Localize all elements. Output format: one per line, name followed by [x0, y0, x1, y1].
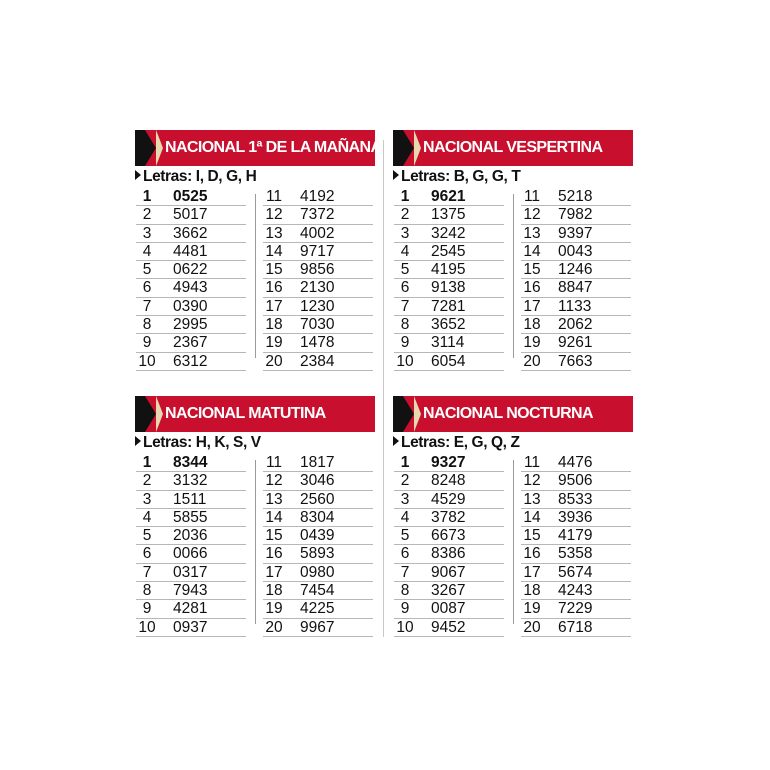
drawn-number: 0317: [173, 563, 208, 581]
letters-line: [393, 166, 633, 188]
result-row: [394, 225, 504, 243]
result-row: [521, 298, 631, 316]
panel-nacional-primera-manana: [135, 130, 382, 370]
drawn-number: 4281: [173, 600, 208, 618]
drawn-number: 6312: [173, 352, 208, 370]
position-number: 2: [400, 472, 410, 490]
result-row: [263, 316, 373, 334]
drawn-number: 6673: [431, 527, 466, 545]
position-number: 11: [523, 188, 541, 205]
drawn-number: 7030: [300, 316, 335, 334]
drawn-number: 7372: [300, 206, 335, 224]
result-row: [394, 509, 504, 527]
drawn-number: 3652: [431, 316, 466, 334]
drawn-number: 4481: [173, 242, 208, 260]
chevron-highlight-icon: [156, 396, 163, 432]
drawn-number: 9856: [300, 261, 335, 279]
position-number: 9: [142, 334, 152, 352]
result-row: [521, 243, 631, 261]
result-row: [136, 316, 246, 334]
result-row: [136, 225, 246, 243]
result-row: [263, 243, 373, 261]
drawn-number: 5674: [558, 563, 593, 581]
result-row: [521, 454, 631, 472]
position-number: 5: [400, 261, 410, 279]
position-number: 10: [138, 618, 156, 636]
position-number: 20: [265, 352, 283, 370]
drawn-number: 1133: [558, 297, 592, 315]
drawn-number: 2545: [431, 242, 466, 260]
position-number: 11: [523, 454, 541, 471]
drawn-number: 2062: [558, 316, 593, 334]
result-row: [521, 334, 631, 352]
chevron-icon: [403, 396, 414, 432]
position-number: 13: [523, 224, 541, 242]
results-table: [135, 188, 375, 370]
drawn-number: 6054: [431, 352, 466, 370]
result-row: [394, 491, 504, 509]
result-row: [136, 261, 246, 279]
drawn-number: 9067: [431, 563, 466, 581]
drawn-number: 3114: [431, 334, 465, 352]
drawn-number: 4943: [173, 279, 208, 297]
result-row: [521, 600, 631, 618]
position-number: 19: [523, 600, 541, 618]
results-column: [394, 454, 504, 637]
position-number: 7: [142, 563, 152, 581]
header-block-shape: [135, 396, 145, 432]
position-number: 3: [142, 490, 152, 508]
position-number: 20: [265, 618, 283, 636]
drawn-number: 9621: [431, 188, 466, 205]
drawn-number: 3782: [431, 508, 466, 526]
result-row: [394, 334, 504, 352]
drawn-number: 1246: [558, 261, 593, 279]
result-row: [394, 206, 504, 224]
drawn-number: 5017: [173, 206, 208, 224]
result-row: [263, 225, 373, 243]
results-column: [136, 454, 246, 637]
result-row: [136, 298, 246, 316]
position-number: 3: [142, 224, 152, 242]
drawn-number: 0980: [300, 563, 335, 581]
drawn-number: 4002: [300, 224, 335, 242]
result-row: [521, 619, 631, 637]
drawn-number: 3046: [300, 472, 335, 490]
results-column: [521, 454, 631, 637]
center-divider: [383, 140, 384, 637]
position-number: 7: [400, 297, 410, 315]
drawn-number: 2036: [173, 527, 208, 545]
position-number: 1: [142, 454, 152, 471]
drawn-number: 0622: [173, 261, 208, 279]
result-row: [136, 279, 246, 297]
position-number: 14: [265, 242, 283, 260]
drawn-number: 1511: [173, 490, 207, 508]
winning-result-row: [394, 188, 504, 206]
drawn-number: 4476: [558, 454, 593, 471]
position-number: 17: [523, 563, 541, 581]
drawn-number: 1817: [300, 454, 335, 471]
result-row: [521, 188, 631, 206]
position-number: 7: [400, 563, 410, 581]
drawn-number: 8248: [431, 472, 466, 490]
drawn-number: 7982: [558, 206, 593, 224]
result-row: [263, 509, 373, 527]
result-row: [263, 491, 373, 509]
triangle-right-icon: [135, 170, 141, 180]
chevron-icon: [145, 130, 156, 166]
results-column: [136, 188, 246, 371]
drawn-number: 0525: [173, 188, 208, 205]
position-number: 1: [400, 454, 410, 471]
letters-text: Letras: B, G, G, T: [401, 168, 521, 185]
header-block-shape: [393, 396, 403, 432]
drawn-number: 5855: [173, 508, 208, 526]
result-row: [136, 334, 246, 352]
position-number: 12: [265, 206, 283, 224]
position-number: 13: [265, 224, 283, 242]
drawn-number: 8386: [431, 545, 466, 563]
results-column: [394, 188, 504, 371]
position-number: 5: [142, 527, 152, 545]
drawn-number: 7281: [431, 297, 466, 315]
chevron-icon: [145, 396, 156, 432]
result-row: [521, 564, 631, 582]
position-number: 16: [265, 545, 283, 563]
panel-nacional-matutina: [135, 396, 375, 636]
letters-text: Letras: E, G, Q, Z: [401, 434, 520, 451]
result-row: [263, 206, 373, 224]
position-number: 8: [400, 582, 410, 600]
position-number: 18: [265, 582, 283, 600]
winning-result-row: [136, 454, 246, 472]
position-number: 14: [523, 508, 541, 526]
position-number: 16: [523, 545, 541, 563]
result-row: [136, 353, 246, 371]
position-number: 4: [142, 508, 152, 526]
drawn-number: 4192: [300, 188, 335, 205]
drawn-number: 3242: [431, 224, 466, 242]
result-row: [394, 298, 504, 316]
position-number: 17: [265, 297, 283, 315]
drawn-number: 9261: [558, 334, 593, 352]
result-row: [263, 454, 373, 472]
drawn-number: 1478: [300, 334, 335, 352]
result-row: [521, 545, 631, 563]
drawn-number: 7943: [173, 582, 208, 600]
drawn-number: 9397: [558, 224, 593, 242]
position-number: 1: [400, 188, 410, 205]
result-row: [521, 509, 631, 527]
result-row: [521, 206, 631, 224]
result-row: [394, 261, 504, 279]
result-row: [521, 279, 631, 297]
position-number: 13: [523, 490, 541, 508]
result-row: [136, 545, 246, 563]
position-number: 13: [265, 490, 283, 508]
position-number: 6: [400, 279, 410, 297]
position-number: 10: [396, 352, 414, 370]
drawn-number: 1375: [431, 206, 466, 224]
position-number: 7: [142, 297, 152, 315]
drawn-number: 8304: [300, 508, 335, 526]
result-row: [136, 243, 246, 261]
result-row: [263, 582, 373, 600]
position-number: 9: [400, 600, 410, 618]
result-row: [521, 527, 631, 545]
position-number: 11: [265, 188, 283, 205]
position-number: 18: [265, 316, 283, 334]
position-number: 4: [400, 508, 410, 526]
result-row: [394, 316, 504, 334]
result-row: [394, 527, 504, 545]
drawn-number: 0043: [558, 242, 593, 260]
position-number: 8: [400, 316, 410, 334]
chevron-highlight-icon: [156, 130, 163, 166]
position-number: 6: [400, 545, 410, 563]
position-number: 6: [142, 545, 152, 563]
winning-result-row: [136, 188, 246, 206]
result-row: [136, 206, 246, 224]
drawn-number: 3267: [431, 582, 466, 600]
header-block-shape: [393, 130, 403, 166]
drawn-number: 8344: [173, 454, 208, 471]
drawn-number: 6718: [558, 618, 593, 636]
drawn-number: 8533: [558, 490, 593, 508]
panel-nacional-nocturna: [393, 396, 633, 636]
result-row: [394, 243, 504, 261]
position-number: 2: [400, 206, 410, 224]
position-number: 15: [523, 261, 541, 279]
position-number: 3: [400, 490, 410, 508]
result-row: [521, 472, 631, 490]
letters-text: Letras: I, D, G, H: [143, 168, 257, 185]
drawn-number: 2560: [300, 490, 335, 508]
drawn-number: 9967: [300, 618, 335, 636]
result-row: [136, 619, 246, 637]
letters-line: [135, 166, 375, 188]
position-number: 19: [265, 334, 283, 352]
results-column: [263, 188, 373, 371]
drawn-number: 5893: [300, 545, 335, 563]
result-row: [263, 600, 373, 618]
panel-header: [135, 396, 375, 432]
result-row: [136, 491, 246, 509]
result-row: [394, 353, 504, 371]
position-number: 17: [265, 563, 283, 581]
position-number: 2: [142, 206, 152, 224]
position-number: 14: [523, 242, 541, 260]
position-number: 15: [265, 527, 283, 545]
result-row: [263, 298, 373, 316]
column-separator: [513, 194, 514, 358]
result-row: [394, 545, 504, 563]
result-row: [263, 279, 373, 297]
result-row: [394, 619, 504, 637]
result-row: [136, 472, 246, 490]
column-separator: [255, 194, 256, 358]
chevron-icon: [403, 130, 414, 166]
drawn-number: 9506: [558, 472, 593, 490]
drawn-number: 2384: [300, 352, 335, 370]
position-number: 18: [523, 316, 541, 334]
position-number: 20: [523, 352, 541, 370]
drawn-number: 4243: [558, 582, 593, 600]
drawn-number: 4225: [300, 600, 335, 618]
result-row: [394, 582, 504, 600]
result-row: [263, 527, 373, 545]
panel-title: NACIONAL VESPERTINA: [423, 139, 603, 156]
position-number: 4: [142, 242, 152, 260]
result-row: [521, 316, 631, 334]
position-number: 11: [265, 454, 283, 471]
position-number: 9: [142, 600, 152, 618]
triangle-right-icon: [393, 170, 399, 180]
result-row: [263, 564, 373, 582]
results-table: [393, 188, 633, 370]
drawn-number: 4195: [431, 261, 466, 279]
letters-line: [135, 432, 375, 454]
triangle-right-icon: [135, 436, 141, 446]
position-number: 10: [138, 352, 156, 370]
triangle-right-icon: [393, 436, 399, 446]
drawn-number: 0937: [173, 618, 208, 636]
panel-header: [135, 130, 382, 166]
panel-header: [393, 130, 633, 166]
drawn-number: 5218: [558, 188, 593, 205]
chevron-highlight-icon: [414, 396, 421, 432]
drawn-number: 3936: [558, 508, 593, 526]
result-row: [521, 261, 631, 279]
results-table: [393, 454, 633, 636]
position-number: 10: [396, 618, 414, 636]
panel-title: NACIONAL 1ª DE LA MAÑANA: [165, 139, 382, 156]
panel-title: NACIONAL NOCTURNA: [423, 405, 593, 422]
panel-nacional-vespertina: [393, 130, 633, 370]
position-number: 20: [523, 618, 541, 636]
result-row: [136, 582, 246, 600]
result-row: [521, 582, 631, 600]
position-number: 5: [400, 527, 410, 545]
results-table: [135, 454, 375, 636]
panel-header: [393, 396, 633, 432]
result-row: [136, 527, 246, 545]
drawn-number: 9717: [300, 242, 335, 260]
position-number: 8: [142, 316, 152, 334]
result-row: [136, 564, 246, 582]
header-block-shape: [135, 130, 145, 166]
position-number: 14: [265, 508, 283, 526]
drawn-number: 4529: [431, 490, 466, 508]
drawn-number: 2995: [173, 316, 208, 334]
drawn-number: 9138: [431, 279, 466, 297]
drawn-number: 7663: [558, 352, 593, 370]
position-number: 19: [265, 600, 283, 618]
drawn-number: 9452: [431, 618, 466, 636]
result-row: [263, 353, 373, 371]
result-row: [263, 619, 373, 637]
drawn-number: 7454: [300, 582, 335, 600]
drawn-number: 5358: [558, 545, 593, 563]
drawn-number: 0066: [173, 545, 208, 563]
result-row: [521, 225, 631, 243]
position-number: 4: [400, 242, 410, 260]
position-number: 12: [523, 472, 541, 490]
winning-result-row: [394, 454, 504, 472]
position-number: 12: [523, 206, 541, 224]
letters-line: [393, 432, 633, 454]
position-number: 6: [142, 279, 152, 297]
result-row: [136, 600, 246, 618]
result-row: [263, 188, 373, 206]
position-number: 18: [523, 582, 541, 600]
drawn-number: 3132: [173, 472, 208, 490]
position-number: 5: [142, 261, 152, 279]
position-number: 16: [265, 279, 283, 297]
result-row: [521, 353, 631, 371]
result-row: [263, 472, 373, 490]
position-number: 16: [523, 279, 541, 297]
result-row: [521, 491, 631, 509]
position-number: 15: [523, 527, 541, 545]
position-number: 12: [265, 472, 283, 490]
position-number: 8: [142, 582, 152, 600]
drawn-number: 0390: [173, 297, 208, 315]
drawn-number: 2367: [173, 334, 208, 352]
position-number: 17: [523, 297, 541, 315]
letters-text: Letras: H, K, S, V: [143, 434, 261, 451]
result-row: [263, 545, 373, 563]
drawn-number: 0439: [300, 527, 335, 545]
drawn-number: 1230: [300, 297, 335, 315]
drawn-number: 2130: [300, 279, 335, 297]
result-row: [263, 261, 373, 279]
result-row: [136, 509, 246, 527]
drawn-number: 3662: [173, 224, 208, 242]
drawn-number: 8847: [558, 279, 593, 297]
results-column: [263, 454, 373, 637]
position-number: 9: [400, 334, 410, 352]
drawn-number: 4179: [558, 527, 593, 545]
column-separator: [513, 460, 514, 624]
results-column: [521, 188, 631, 371]
position-number: 2: [142, 472, 152, 490]
drawn-number: 7229: [558, 600, 593, 618]
position-number: 15: [265, 261, 283, 279]
result-row: [394, 472, 504, 490]
result-row: [394, 564, 504, 582]
position-number: 19: [523, 334, 541, 352]
position-number: 1: [142, 188, 152, 205]
column-separator: [255, 460, 256, 624]
result-row: [394, 279, 504, 297]
panel-title: NACIONAL MATUTINA: [165, 405, 326, 422]
result-row: [394, 600, 504, 618]
drawn-number: 0087: [431, 600, 466, 618]
result-row: [263, 334, 373, 352]
position-number: 3: [400, 224, 410, 242]
drawn-number: 9327: [431, 454, 466, 471]
chevron-highlight-icon: [414, 130, 421, 166]
